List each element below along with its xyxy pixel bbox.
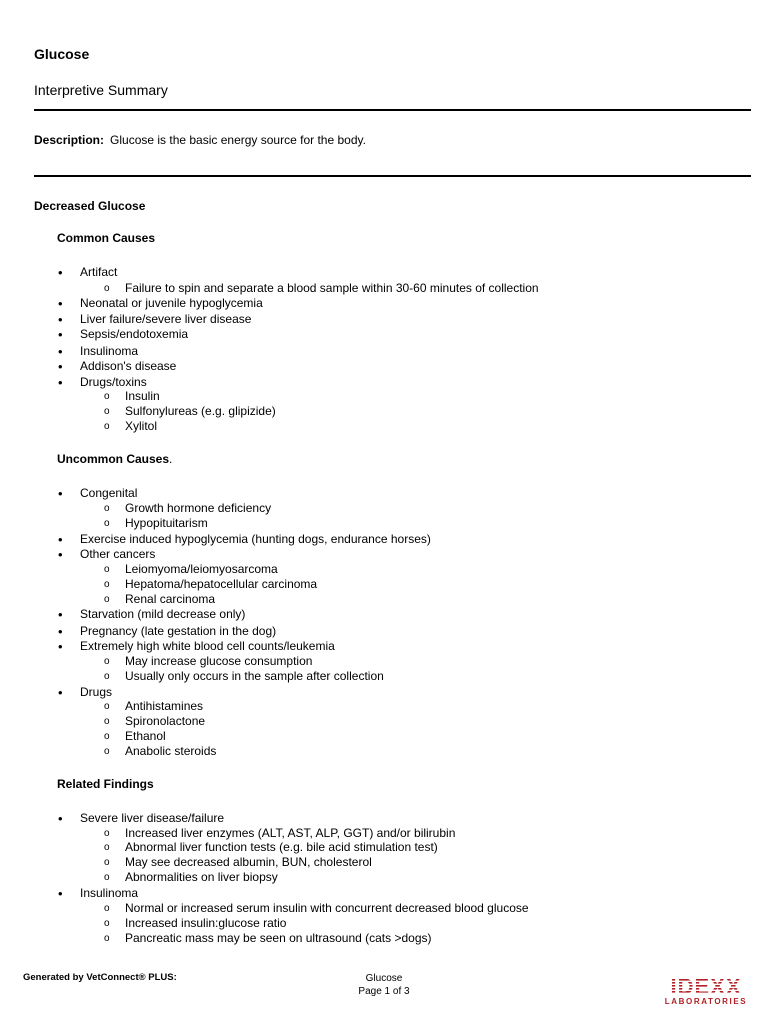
uncommon-causes-heading: Uncommon Causes. [57, 452, 173, 466]
list-item: • Drugs [58, 685, 113, 700]
list-item: o Antihistamines [104, 699, 204, 713]
list-item: • Neonatal or juvenile hypoglycemia [58, 296, 263, 311]
description-text: Glucose is the basic energy source for the body. [110, 133, 366, 147]
list-item: • Liver failure/severe liver disease [58, 312, 252, 327]
list-item: • Artifact [58, 265, 118, 280]
logo-subtext: LABORATORIES [664, 997, 748, 1006]
list-item: o Abnormalities on liver biopsy [104, 870, 278, 884]
list-item: o Insulin [104, 389, 160, 403]
list-item: o Increased insulin:glucose ratio [104, 916, 287, 930]
list-item: o Hypopituitarism [104, 516, 208, 530]
list-item: • Exercise induced hypoglycemia (hunting dogs, endurance horses) [58, 532, 431, 547]
list-item: • Severe liver disease/failure [58, 811, 225, 826]
footer-page-info [354, 972, 414, 998]
footer-doc-name: Glucose [365, 973, 403, 984]
list-item: o Anabolic steroids [104, 744, 217, 758]
list-item: o Growth hormone deficiency [104, 501, 272, 515]
related-findings-heading: Related Findings [57, 777, 154, 791]
list-item: o Renal carcinoma [104, 592, 216, 606]
list-item: o Leiomyoma/leiomyosarcoma [104, 562, 278, 576]
footer-page-number: Page 1 of 3 [358, 986, 410, 997]
list-item: • Drugs/toxins [58, 375, 147, 390]
list-item: • Pregnancy (late gestation in the dog) [58, 624, 277, 639]
list-item: • Other cancers [58, 547, 156, 562]
list-item: o Sulfonylureas (e.g. glipizide) [104, 404, 276, 418]
list-item: o Ethanol [104, 729, 166, 743]
common-causes-heading: Common Causes [57, 231, 156, 245]
list-item: o Xylitol [104, 419, 158, 433]
list-item: • Starvation (mild decrease only) [58, 607, 246, 622]
list-item: o Increased liver enzymes (ALT, AST, ALP, GGT) and/or bilirubin [104, 826, 456, 840]
list-item: • Extremely high white blood cell counts/leukemia [58, 639, 335, 654]
list-item: o Hepatoma/hepatocellular carcinoma [104, 577, 318, 591]
document-title: Glucose [34, 46, 90, 62]
footer-generated-by: Generated by VetConnect® PLUS: [23, 972, 177, 983]
idexx-logo [663, 976, 749, 1008]
list-item: o Usually only occurs in the sample after collection [104, 669, 384, 683]
list-item: • Insulinoma [58, 344, 139, 359]
svg-text:IDEXX: IDEXX [670, 976, 742, 996]
list-item: • Addison's disease [58, 359, 177, 374]
description-divider [34, 175, 751, 177]
section-title: Decreased Glucose [34, 199, 146, 213]
description-label: Description: [34, 133, 105, 147]
list-item: o May increase glucose consumption [104, 654, 313, 668]
list-item: • Sepsis/endotoxemia [58, 327, 189, 342]
list-item: o May see decreased albumin, BUN, cholesterol [104, 855, 372, 869]
list-item: o Abnormal liver function tests (e.g. bile acid stimulation test) [104, 840, 438, 854]
list-item: o Normal or increased serum insulin with concurrent decreased blood glucose [104, 901, 529, 915]
description-line [34, 133, 366, 147]
list-item: o Failure to spin and separate a blood sample within 30-60 minutes of collection [104, 281, 539, 295]
list-item: o Pancreatic mass may be seen on ultrasound (cats >dogs) [104, 931, 432, 945]
list-item: o Spironolactone [104, 714, 206, 728]
header-divider [34, 109, 751, 111]
list-item: • Insulinoma [58, 886, 139, 901]
document-subtitle: Interpretive Summary [34, 82, 168, 98]
logo-wordmark [663, 976, 749, 996]
list-item: • Congenital [58, 486, 138, 501]
